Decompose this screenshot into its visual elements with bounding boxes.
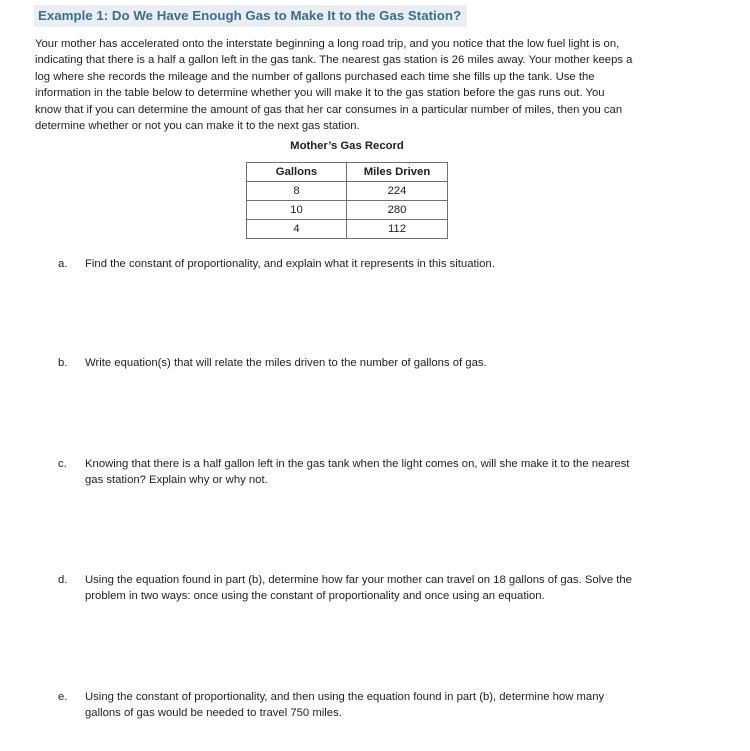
intro-line: indicating that there is a half a gallon left in the gas tank. The nearest gas station is 26 miles away. Your mother keeps a — [35, 54, 633, 67]
question-text — [85, 456, 695, 489]
example-title: Example 1: Do We Have Enough Gas to Make It to the Gas Station? — [34, 5, 467, 27]
cell-miles: 280 — [347, 201, 448, 220]
intro-line: information in the table below to determine whether you will make it to the gas station before the gas runs out. You — [35, 87, 605, 100]
question-text — [85, 572, 695, 605]
question-line: problem in two ways: once using the constant of proportionality and once using an equation. — [85, 590, 545, 603]
question-label: e. — [58, 691, 68, 703]
table-row — [247, 182, 448, 201]
table-caption: Mother’s Gas Record — [290, 140, 404, 152]
header-gallons: Gallons — [247, 163, 347, 182]
intro-line: know that if you can determine the amount of gas that her car consumes in a particular number of miles, then you can — [35, 103, 623, 116]
question-line: Using the constant of proportionality, and then using the equation found in part (b), determine how many — [85, 691, 605, 703]
question-line: gas station? Explain why or why not. — [85, 474, 268, 487]
table-row — [247, 220, 448, 239]
question-line: Find the constant of proportionality, and explain what it represents in this situation. — [85, 258, 495, 270]
question-label: c. — [58, 458, 67, 470]
cell-miles: 112 — [347, 220, 448, 239]
question-line: Using the equation found in part (b), determine how far your mother can travel on 18 gallons of gas. Solve the — [85, 574, 632, 586]
question-label: b. — [58, 357, 68, 369]
question-line: Knowing that there is a half gallon left in the gas tank when the light comes on, will she make it to the nearest — [85, 458, 630, 470]
question-text — [85, 355, 695, 371]
table-header-row — [247, 163, 448, 182]
intro-line: determine whether or not you can make it to the next gas station. — [35, 120, 360, 133]
table-row — [247, 201, 448, 220]
question-text — [85, 256, 695, 272]
intro-line: log where she records the mileage and the number of gallons purchased each time she fills up the tank. Use the — [35, 70, 595, 83]
cell-gallons: 4 — [247, 220, 347, 239]
question-line: Write equation(s) that will relate the miles driven to the number of gallons of gas. — [85, 357, 487, 369]
question-text — [85, 689, 695, 722]
cell-gallons: 10 — [247, 201, 347, 220]
question-label: a. — [58, 258, 68, 270]
intro-line: Your mother has accelerated onto the interstate beginning a long road trip, and you notice that the low fuel light is on, — [35, 38, 620, 50]
intro-paragraph — [35, 36, 715, 134]
question-label: d. — [58, 574, 68, 586]
gas-record-table — [246, 162, 448, 239]
question-line: gallons of gas would be needed to travel 750 miles. — [85, 707, 342, 720]
cell-gallons: 8 — [247, 182, 347, 201]
header-miles-driven: Miles Driven — [347, 163, 448, 182]
cell-miles: 224 — [347, 182, 448, 201]
